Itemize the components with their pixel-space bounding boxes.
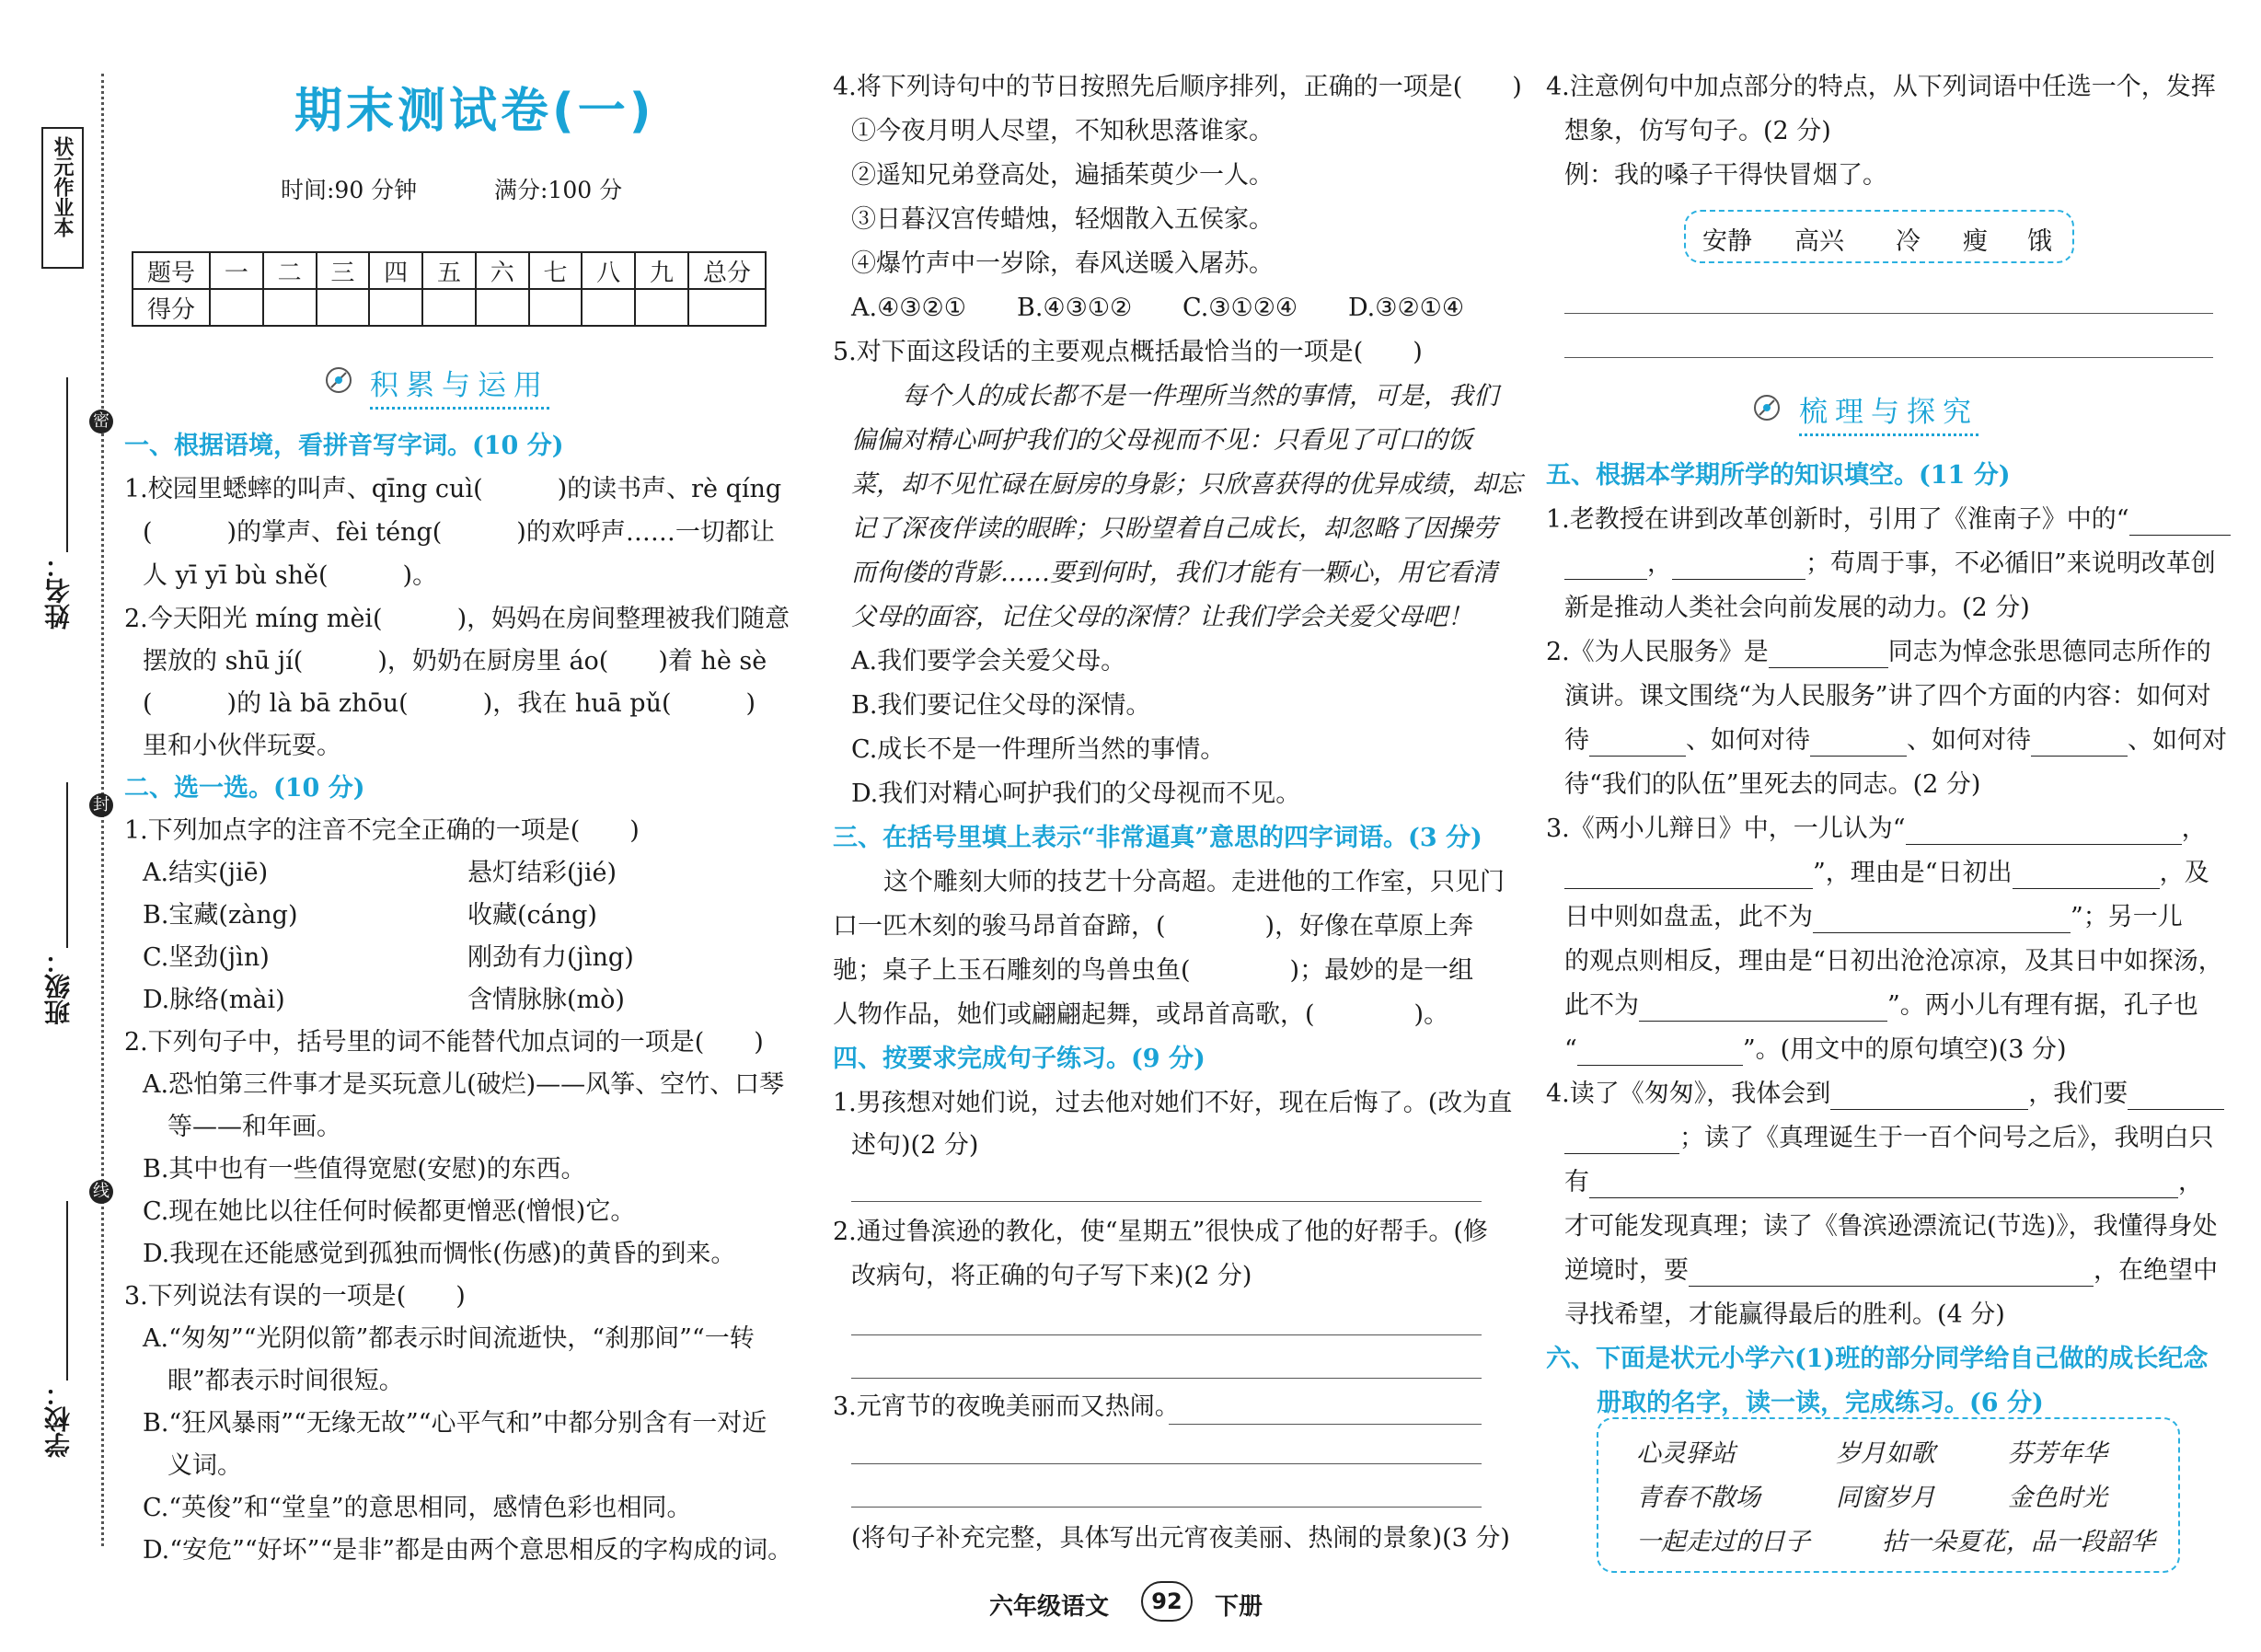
p5-2-line	[1564, 725, 2227, 757]
exam-full-score: 满分:100 分	[494, 177, 623, 203]
mc2-option: C.现在她比以往任何时候都更憎恶(憎恨)它。	[143, 1197, 636, 1226]
answer-blank[interactable]	[1672, 553, 1805, 580]
score-header-cell: 五	[422, 252, 476, 289]
s2-answer-line[interactable]	[851, 1378, 1482, 1379]
answer-blank[interactable]	[1689, 1260, 2094, 1287]
part5-title: 五、根据本学期所学的知识填空。(11 分)	[1546, 461, 2011, 490]
page-title: 期末测试卷(一)	[294, 84, 655, 139]
p5-3-line	[1564, 990, 2198, 1022]
score-cell[interactable]	[422, 289, 476, 326]
p5-4-line	[1564, 1123, 2214, 1154]
p5-3-text: ，	[2181, 814, 2207, 843]
score-cell[interactable]	[369, 289, 422, 326]
school-label: 学校：	[43, 1381, 74, 1458]
q4-option: C.③①②④	[1182, 294, 1298, 322]
score-table-header-row	[133, 252, 766, 289]
part3-line: 驰；桌子上玉石雕刻的鸟兽虫鱼( )；最妙的是一组	[833, 956, 1474, 985]
q2-line: 里和小伙伴玩耍。	[143, 732, 341, 760]
score-header-cell: 八	[582, 252, 635, 289]
s1-answer-line[interactable]	[851, 1201, 1482, 1202]
s3-line: 3.元宵节的夜晚美丽而又热闹。	[833, 1392, 1180, 1421]
part3-line: 这个雕刻大师的技艺十分高超。走进他的工作室，只见门	[883, 868, 1505, 896]
p5-2-text: 、如何对	[2128, 726, 2227, 755]
part6-title: 六、下面是状元小学六(1)班的部分同学给自己做的成长纪念	[1546, 1345, 2209, 1373]
p5-2-text: 、如何对待	[1686, 726, 1810, 755]
score-header-cell: 七	[529, 252, 583, 289]
score-header-cell: 三	[317, 252, 370, 289]
answer-blank[interactable]	[2129, 509, 2231, 536]
q5-passage-line: 而佝偻的背影……要到何时，我们才能有一颗心，用它看清	[851, 559, 1497, 587]
seal-xian: 线	[89, 1180, 113, 1204]
name-entry: 拈一朵夏花，品一段韶华	[1882, 1528, 2155, 1556]
s3-answer-line[interactable]	[851, 1507, 1482, 1508]
s3-answer-line[interactable]	[1169, 1424, 1482, 1425]
sidebar-tag: 状元作业本	[51, 136, 74, 237]
word-option[interactable]: 高兴	[1794, 227, 1844, 256]
q4-item: ③日暮汉宫传蜡烛，轻烟散入五侯家。	[851, 205, 1274, 234]
part6-title: 册取的名字，读一读，完成练习。(6 分)	[1597, 1389, 2044, 1417]
class-label: 班级：	[43, 948, 74, 1025]
q1-line: ( )的掌声、fèi téng( )的欢呼声……一切都让	[143, 518, 775, 547]
section-title-accumulate: 积累与运用	[370, 362, 549, 410]
mc1-option: 收藏(cáng)	[467, 901, 597, 930]
answer-blank[interactable]	[2031, 730, 2128, 757]
word-option[interactable]: 冷	[1896, 227, 1921, 256]
seal-mi: 密	[89, 410, 113, 433]
exam-time: 时间:90 分钟	[281, 177, 418, 203]
p5-1-text: ，	[1647, 549, 1672, 578]
mc2-question: 2.下列句子中，括号里的词不能替代加点词的一项是( )	[124, 1028, 764, 1057]
p5-3-line	[1564, 902, 2183, 933]
page-number: 92	[1141, 1581, 1193, 1622]
name-entry: 金色时光	[2008, 1484, 2107, 1512]
class-field[interactable]	[66, 782, 68, 948]
q4-question: 4.将下列诗句中的节日按照先后顺序排列，正确的一项是( )	[833, 73, 1522, 101]
p5-4-text: 有	[1564, 1168, 1589, 1196]
answer-blank[interactable]	[1813, 907, 2071, 933]
name-entry: 青春不散场	[1636, 1484, 1760, 1512]
name-entry: 心灵驿站	[1636, 1439, 1736, 1468]
q5-passage-line: 偏偏对精心呵护我们的父母视而不见：只看见了可口的饭	[851, 426, 1472, 455]
p5-3-text: ”。两小儿有理有据，孔子也	[1887, 991, 2198, 1020]
answer-blank[interactable]	[1564, 862, 1813, 889]
q4-item: ①今夜月明人尽望，不知秋思落谁家。	[851, 117, 1274, 145]
s1-line: 述句)(2 分)	[851, 1131, 979, 1160]
mc2-option: 等——和年画。	[167, 1113, 341, 1141]
answer-blank[interactable]	[2128, 1083, 2224, 1110]
score-header-cell: 四	[369, 252, 422, 289]
score-cell[interactable]	[476, 289, 529, 326]
mc1-option: D.脉络(mài)	[143, 986, 285, 1014]
p5-2-text: 2.《为人民服务》是	[1546, 638, 1769, 666]
p5-3-text: ”，理由是“日初出	[1813, 859, 2013, 887]
name-entry: 芬芳年华	[2008, 1439, 2107, 1468]
q2-line: 2.今天阳光 míng mèi( )，妈妈在房间整理被我们随意	[124, 605, 790, 633]
p5-4-text: ，我们要	[2028, 1080, 2128, 1108]
q5-option: B.我们要记住父母的深情。	[851, 691, 1151, 720]
answer-blank[interactable]	[1830, 1083, 2028, 1110]
r-q4-answer-line[interactable]	[1564, 313, 2213, 314]
p5-1-line	[1546, 504, 2231, 536]
word-option[interactable]: 安静	[1702, 227, 1752, 256]
mc3-option: 眼”都表示时间很短。	[167, 1367, 404, 1395]
answer-blank[interactable]	[1577, 1039, 1743, 1066]
score-cell[interactable]	[582, 289, 635, 326]
q5-option: C.成长不是一件理所当然的事情。	[851, 735, 1226, 764]
mc2-option: B.其中也有一些值得宽慰(安慰)的东西。	[143, 1155, 586, 1184]
p5-3-line: 的观点则相反，理由是“日初出沧沧凉凉，及其日中如探汤，	[1564, 947, 2223, 976]
q2-line: 摆放的 shū jí( )，奶奶在厨房里 áo( )着 hè sè	[143, 647, 767, 676]
name-entry: 一起走过的日子	[1636, 1528, 1810, 1556]
score-cell[interactable]	[635, 289, 688, 326]
word-option[interactable]: 饿	[2027, 227, 2052, 256]
mc3-option: C.“英俊”和“堂皇”的意思相同，感情色彩也相同。	[143, 1494, 692, 1522]
answer-blank[interactable]	[1639, 995, 1887, 1022]
p5-3-text: “	[1564, 1035, 1577, 1064]
part1-title: 一、根据语境，看拼音写字词。(10 分)	[124, 432, 564, 460]
p5-1-text: ；苟周于事，不必循旧”来说明改革创	[1805, 549, 2216, 578]
r-q4-line: 例：我的嗓子干得快冒烟了。	[1564, 161, 1887, 190]
p5-3-text: ”；另一儿	[2071, 903, 2183, 931]
p5-2-text: 同志为悼念张思德同志所作的	[1887, 638, 2211, 666]
s3-answer-line[interactable]	[851, 1463, 1482, 1464]
r-q4-answer-line[interactable]	[1564, 357, 2213, 358]
mc1-option: 刚劲有力(jìng)	[467, 943, 634, 972]
s2-line: 2.通过鲁滨逊的教化，使“星期五”很快成了他的好帮手。(修	[833, 1218, 1488, 1246]
p5-2-line	[1546, 637, 2211, 668]
score-header-cell: 一	[210, 252, 263, 289]
p5-4-line	[1564, 1167, 2203, 1198]
q1-line: 1.校园里蟋蟀的叫声、qīng cuì( )的读书声、rè qíng	[124, 475, 782, 503]
q4-option: B.④③①②	[1017, 294, 1133, 322]
mc3-option: 义词。	[167, 1451, 242, 1480]
p5-4-text: ，在绝望中	[2094, 1256, 2218, 1285]
p5-4-text: 逆境时，要	[1564, 1256, 1689, 1285]
p5-3-text: 3.《两小儿辩日》中，一儿认为“	[1546, 814, 1906, 843]
seal-feng: 封	[89, 793, 113, 817]
score-cell[interactable]	[529, 289, 583, 326]
r-q4-line: 4.注意例句中加点部分的特点，从下列词语中任选一个，发挥	[1546, 73, 2216, 101]
score-row-label: 得分	[133, 289, 210, 326]
answer-blank[interactable]	[1769, 641, 1888, 668]
q5-option: D.我们对精心呵护我们的父母视而不见。	[851, 780, 1301, 808]
answer-blank[interactable]	[1564, 1127, 1679, 1154]
answer-blank[interactable]	[1589, 1172, 2178, 1198]
answer-blank[interactable]	[1564, 553, 1647, 580]
p5-3-text: ，及	[2159, 859, 2209, 887]
mc3-option: B.“狂风暴雨”“无缘无故”“心平气和”中都分别含有一对近	[143, 1409, 767, 1438]
answer-blank[interactable]	[1906, 818, 2182, 845]
p5-3-line	[1564, 1034, 2067, 1066]
answer-blank[interactable]	[2013, 862, 2160, 889]
section-title-explore: 梳理与探究	[1799, 388, 1978, 436]
p5-3-text: ”。(用文中的原句填空)(3 分)	[1742, 1035, 2067, 1064]
mc1-question: 1.下列加点字的注音不完全正确的一项是( )	[124, 816, 640, 845]
section-icon-left	[322, 364, 355, 397]
p5-3-text: 此不为	[1564, 991, 1639, 1020]
score-table-score-row	[133, 289, 766, 326]
s3-note: (将句子补充完整，具体写出元宵夜美丽、热闹的景象)(3 分)	[851, 1524, 1510, 1553]
mc3-option: A.“匆匆”“光阴似箭”都表示时间流逝快，“刹那间”“一转	[143, 1324, 755, 1353]
q4-item: ④爆竹声中一岁除，春风送暖入屠苏。	[851, 249, 1274, 278]
q5-passage-line: 父母的面容，记住父母的深情？让我们学会关爱父母吧！	[851, 603, 1472, 631]
mc2-option: D.我现在还能感觉到孤独而惆怅(伤感)的黄昏的到来。	[143, 1240, 736, 1268]
p5-1-line	[1564, 549, 2216, 580]
q5-passage-line: 记了深夜伴读的眼眸；只盼望着自己成长，却忽略了因操劳	[851, 514, 1497, 543]
q5-question: 5.对下面这段话的主要观点概括最恰当的一项是( )	[833, 338, 1423, 366]
school-field[interactable]	[66, 1201, 68, 1381]
q4-item: ②遥知兄弟登高处，遍插茱萸少一人。	[851, 161, 1274, 190]
p5-2-text: 待	[1564, 726, 1589, 755]
score-header-cell: 题号	[133, 252, 210, 289]
p5-4-line: 才可能发现真理；读了《鲁滨逊漂流记(节选)》，我懂得身处	[1564, 1212, 2218, 1241]
s2-line: 改病句，将正确的句子写下来)(2 分)	[851, 1262, 1252, 1290]
p5-1-text: 1.老教授在讲到改革创新时，引用了《淮南子》中的“	[1546, 505, 2129, 534]
mc1-option: A.结实(jiē)	[143, 859, 269, 887]
p5-2-line: 待“我们的队伍”里死去的同志。(2 分)	[1564, 770, 1981, 799]
mc3-question: 3.下列说法有误的一项是( )	[124, 1282, 466, 1311]
section-icon-right	[1750, 391, 1783, 424]
score-cell[interactable]	[210, 289, 263, 326]
mc1-option: 悬灯结彩(jié)	[467, 859, 617, 887]
p5-3-text: 日中则如盘盂，此不为	[1564, 903, 1813, 931]
s1-line: 1.男孩想对她们说，过去他对她们不好，现在后悔了。(改为直	[833, 1089, 1513, 1117]
score-cell[interactable]	[317, 289, 370, 326]
p5-4-line: 寻找希望，才能赢得最后的胜利。(4 分)	[1564, 1300, 2005, 1329]
p5-3-line	[1564, 858, 2209, 889]
pen-ornament-icon	[322, 364, 355, 397]
p5-4-line	[1564, 1255, 2218, 1287]
q1-line: 人 yī yī bù shě( )。	[143, 561, 438, 590]
score-table	[132, 251, 767, 327]
score-header-cell: 六	[476, 252, 529, 289]
p5-1-line: 新是推动人类社会向前发展的动力。(2 分)	[1564, 594, 2030, 622]
p5-2-text: 、如何对待	[1907, 726, 2031, 755]
p5-4-text: 4.读了《匆匆》，我体会到	[1546, 1080, 1831, 1108]
part2-title: 二、选一选。(10 分)	[124, 774, 365, 803]
score-cell[interactable]	[263, 289, 317, 326]
q4-option: A.④③②①	[851, 294, 966, 322]
name-entry: 岁月如歌	[1836, 1439, 1935, 1468]
name-field[interactable]	[66, 377, 68, 552]
part3-line: 口一匹木刻的骏马昂首奋蹄，( )，好像在草原上奔	[833, 912, 1474, 941]
score-header-cell: 九	[635, 252, 688, 289]
mc3-option: D.“安危”“好坏”“是非”都是由两个意思相反的字构成的词。	[143, 1536, 793, 1565]
q5-passage-line: 每个人的成长都不是一件理所当然的事情，可是，我们	[902, 382, 1498, 410]
score-cell[interactable]	[688, 289, 766, 326]
footer-volume: 下册	[1215, 1593, 1263, 1621]
q4-option: D.③②①④	[1348, 294, 1465, 322]
p5-2-line: 演讲。课文围绕“为人民服务”讲了四个方面的内容：如何对	[1564, 682, 2211, 710]
part3-line: 人物作品，她们或翩翩起舞，或昂首高歌，( )。	[833, 1000, 1449, 1029]
p5-4-text: ；读了《真理诞生于一百个问号之后》，我明白只	[1679, 1124, 2214, 1152]
r-q4-line: 想象，仿写句子。(2 分)	[1564, 117, 1831, 145]
part3-title: 三、在括号里填上表示“非常逼真”意思的四字词语。(3 分)	[833, 824, 1482, 852]
score-header-cell: 总分	[688, 252, 766, 289]
q5-passage-line: 菜，却不见忙碌在厨房的身影；只欣喜获得的优异成绩，却忘	[851, 470, 1522, 499]
name-label: 姓名：	[43, 552, 74, 630]
word-option[interactable]: 瘦	[1963, 227, 1988, 256]
answer-blank[interactable]	[1589, 730, 1686, 757]
mc1-option: B.宝藏(zàng)	[143, 901, 298, 930]
score-header-cell: 二	[263, 252, 317, 289]
p5-4-line	[1546, 1079, 2224, 1110]
q5-option: A.我们要学会关爱父母。	[851, 647, 1126, 676]
mc2-option: A.恐怕第三件事才是买玩意儿(破烂)——风筝、空竹、口琴	[143, 1070, 785, 1099]
p5-3-line	[1546, 814, 2207, 845]
pen-ornament-icon	[1750, 391, 1783, 424]
q2-line: ( )的 là bā zhōu( )，我在 huā pǔ( )	[143, 689, 756, 718]
answer-blank[interactable]	[1810, 730, 1907, 757]
mc1-option: 含情脉脉(mò)	[467, 986, 625, 1014]
p5-4-text: ，	[2178, 1168, 2203, 1196]
part4-title: 四、按要求完成句子练习。(9 分)	[833, 1045, 1205, 1073]
mc1-option: C.坚劲(jìn)	[143, 943, 270, 972]
s2-answer-line[interactable]	[851, 1334, 1482, 1335]
footer-grade: 六年级语文	[989, 1593, 1110, 1621]
name-entry: 同窗岁月	[1836, 1484, 1935, 1512]
